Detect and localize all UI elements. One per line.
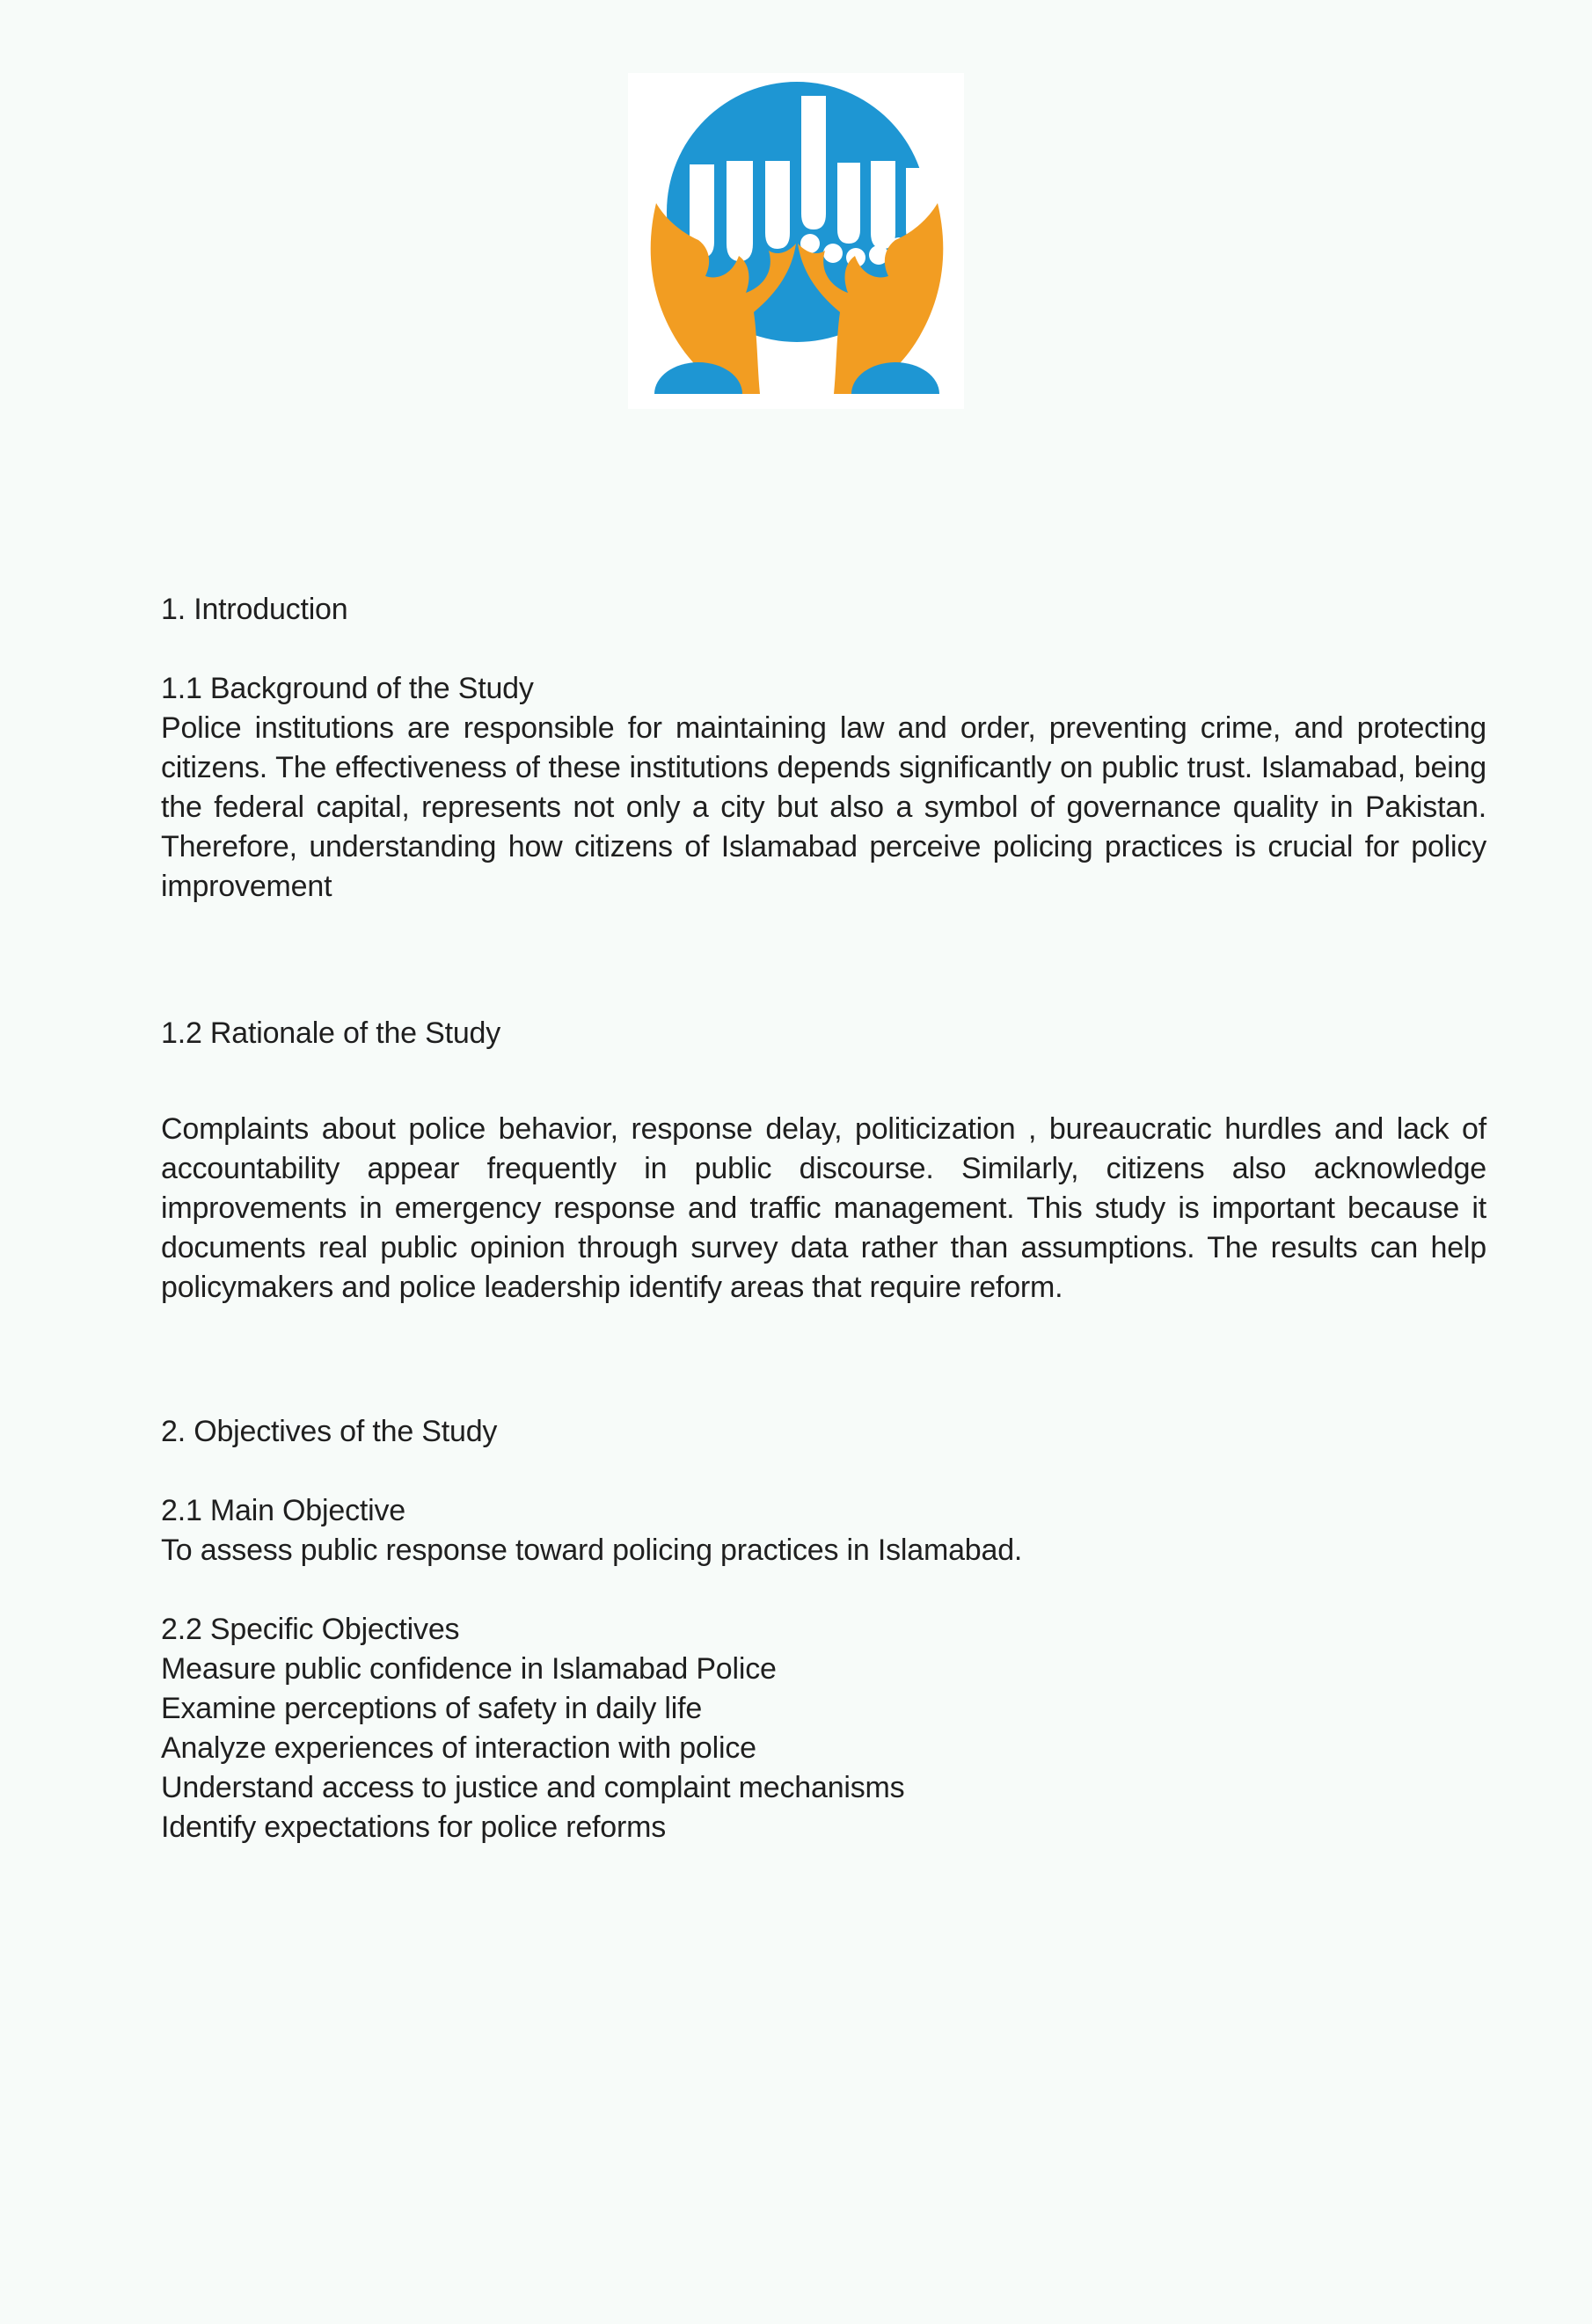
subsection-heading-specific-objectives: 2.2 Specific Objectives	[161, 1613, 460, 1646]
paragraph-main-objective: To assess public response toward policing practices in Islamabad.	[161, 1534, 1023, 1567]
subsection-heading-background: 1.1 Background of the Study	[161, 672, 534, 705]
document-page	[0, 73, 1592, 2324]
list-item: Analyze experiences of interaction with police	[161, 1731, 756, 1765]
subsection-heading-rationale: 1.2 Rationale of the Study	[161, 1016, 501, 1050]
paragraph-rationale: Complaints about police behavior, response delay, politicization , bureaucratic hurdles and lack of accountability appear frequently in public discourse. Similarly, citizens also acknowledge improvements in emergency response and traffic management. This study is important because it documents real public opinion through survey data rather than assumptions. The results can help policymakers and police leadership identify areas that require reform.	[161, 1112, 1486, 1304]
police-logo	[628, 73, 964, 409]
specific-objectives-list	[161, 1650, 1486, 1847]
list-item: Understand access to justice and complaint mechanisms	[161, 1771, 905, 1804]
section-heading-objectives: 2. Objectives of the Study	[161, 1415, 498, 1448]
logo-shoulders	[654, 362, 939, 394]
paragraph-background: Police institutions are responsible for maintaining law and order, preventing crime, and protecting citizens. The effectiveness of these institutions depends significantly on public trust. Islamabad, being the federal capital, represents not only a city but also a symbol of governance quality in Pakistan. Therefore, understanding how citizens of Islamabad perceive policing practices is crucial for policy improvement	[161, 711, 1486, 903]
section-heading-introduction: 1. Introduction	[161, 593, 348, 626]
police-logo-icon	[628, 73, 964, 409]
document-body	[161, 590, 1486, 1847]
list-item: Examine perceptions of safety in daily life	[161, 1692, 703, 1725]
subsection-heading-main-objective: 2.1 Main Objective	[161, 1494, 405, 1527]
list-item: Measure public confidence in Islamabad Police	[161, 1652, 777, 1686]
list-item: Identify expectations for police reforms	[161, 1810, 667, 1844]
